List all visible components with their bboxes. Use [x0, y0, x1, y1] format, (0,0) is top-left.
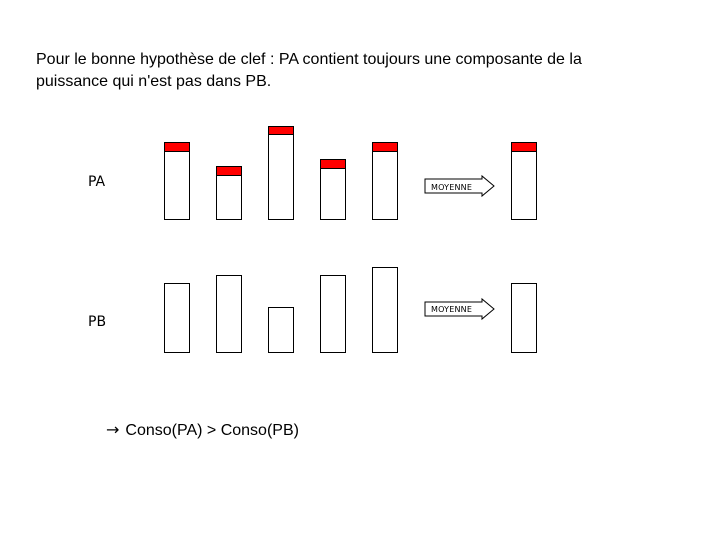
pb-bar-1 [164, 283, 190, 353]
pa-bar-1 [164, 142, 190, 220]
pa-average-bar-component [511, 142, 537, 152]
pb-bar-3 [268, 307, 294, 353]
pb-bar-2 [216, 275, 242, 353]
pa-average-arrow-label: MOYENNE [431, 183, 473, 192]
slide-title-line-1: Pour le bonne hypothèse de clef : PA contient toujours une composante de la [36, 51, 582, 68]
pa-bar-4-component [320, 159, 346, 169]
pa-bar-5 [372, 142, 398, 220]
slide-title-line-2: puissance qui n'est pas dans PB. [36, 73, 272, 90]
row-label-pa: PA [88, 174, 106, 190]
slide-title [36, 49, 696, 93]
pa-bar-2-component [216, 166, 242, 176]
row-label-pb: PB [88, 314, 107, 330]
pb-average-bar [511, 283, 537, 353]
pa-bar-5-component [372, 142, 398, 152]
pb-bar-5 [372, 267, 398, 353]
pb-bar-4 [320, 275, 346, 353]
pa-bar-3-component [268, 126, 294, 135]
pb-average-arrow-label: MOYENNE [431, 305, 473, 314]
conclusion [106, 420, 299, 440]
right-arrow-icon: → [106, 420, 120, 439]
conclusion-text: Conso(PA) > Conso(PB) [125, 422, 299, 439]
pa-average-bar [511, 142, 537, 220]
pa-bar-3 [268, 126, 294, 220]
pa-bar-1-component [164, 142, 190, 152]
